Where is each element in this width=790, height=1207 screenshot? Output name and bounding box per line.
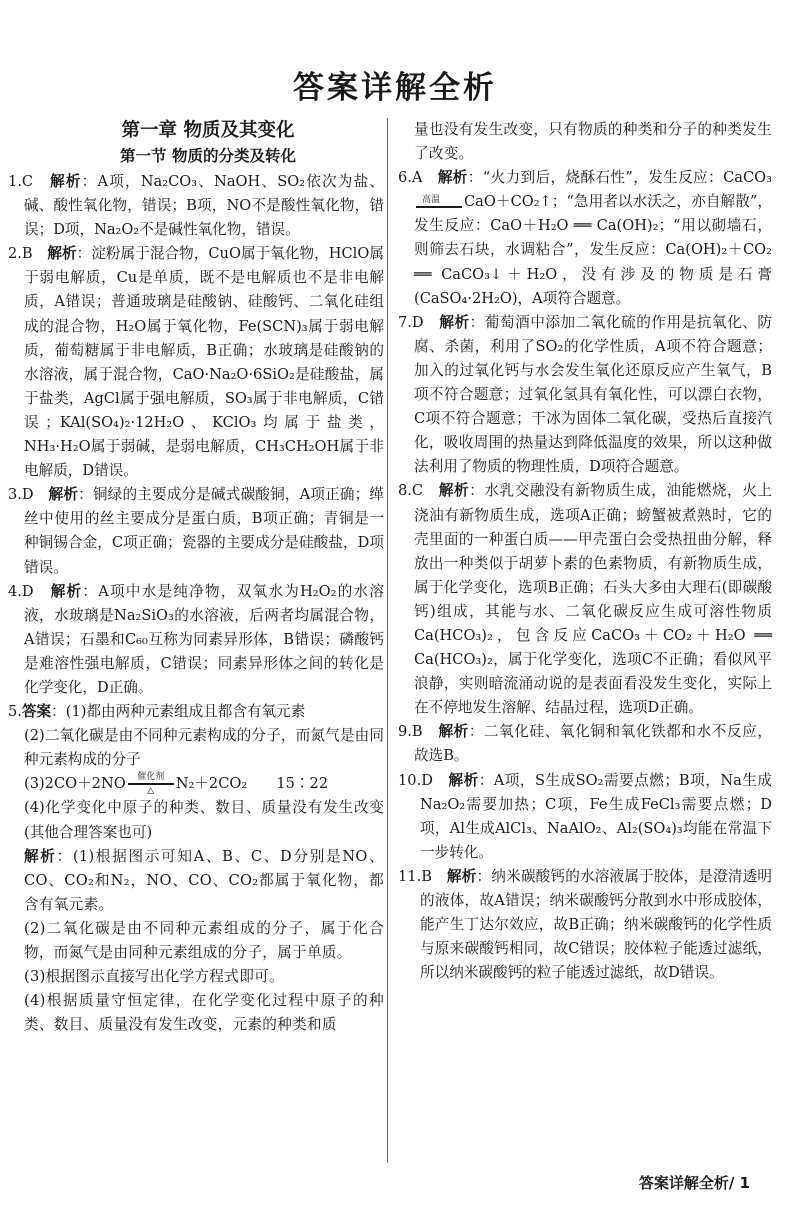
explain-part-1: 解析：(1)根据图示可知A、B、C、D分别是NO、CO、CO₂和N₂，NO、CO、CO₂都属于氧化物，都含有氧元素。	[24, 847, 384, 913]
chapter-heading: 第一章 物质及其变化	[121, 120, 295, 141]
answer-text: 水乳交融没有新物质生成，油能燃烧，火上浇油有新物质生成，选项A正确；螃蟹被煮熟时，它的壳里面的一种蛋白质——甲壳蛋白会受热扭曲分解，释放出一种类似于胡萝卜素的色素物质，有新物质生成，属于化学变化，选项B正确；石头大多由大理石(即碳酸钙)组成，其能与水、二氧化碳反应生成可溶性物质Ca(HCO₃)₂，包含反应CaCO₃＋CO₂＋H₂O ══ Ca(HCO₃)₂，属于化学变化，选项C不正确；看似风平浪静，实则暗流涌动说的是表面看没发生变化，实际上在不停地发生溶解、结晶过程，选项D正确。	[414, 482, 772, 717]
answer-text: A项，S生成SO₂需要点燃；B项，Na生成Na₂O₂需要加热；C项，Fe生成FeCl₃需要点燃；D项，Al生成AlCl₃、NaAlO₂、Al₂(SO₄)₃均能在常温下一步转化。	[420, 771, 772, 861]
answer-part-2: (2)二氧化碳是由不同种元素构成的分子，而氮气是由同种元素构成的分子	[24, 727, 384, 769]
explain-tag: 解析	[446, 867, 477, 885]
answer-text: 铜绿的主要成分是碱式碳酸铜，A项正确；缂丝中使用的丝主要成分是蛋白质，B项正确；青铜是一种铜锡合金，C项正确；瓷器的主要成分是硅酸盐，D项错误。	[24, 486, 384, 576]
explain-part-2: (2)二氧化碳是由不同种元素组成的分子，属于化合物，而氮气是由同种元素组成的分子，属于单质。	[24, 919, 384, 961]
answer-label: 1.C	[8, 173, 34, 190]
equation-reactants: (3)2CO＋2NO	[24, 775, 126, 793]
answer-label: 2.B	[8, 245, 33, 263]
explain-part-3: (3)根据图示直接写出化学方程式即可。	[24, 968, 284, 986]
answer-text: 葡萄酒中添加二氧化硫的作用是抗氧化、防腐、杀菌，利用了SO₂的化学性质，A项不符合题意；加入的过氧化钙与水会发生氧化还原反应产生氧气，B项不符合题意；过氧化氢具有氧化性，可以漂白衣物，C项不符合题意；干冰为固体二氧化碳，受热后直接汽化，吸收周围的热量达到降低温度的效果，所以这种做法利用了物质的物理性质，D项符合题意。	[414, 313, 772, 476]
explain-tag: 解析	[48, 486, 79, 504]
reaction-condition	[416, 195, 462, 209]
explain-tag: 解析	[50, 582, 83, 600]
page-footer: 答案详解全析/ 1	[638, 1174, 750, 1192]
explain-part-4: (4)根据质量守恒定律，在化学变化过程中原子的种类、数目、质量没有发生改变，元素的种类和质	[24, 992, 384, 1034]
answer-item-5: 5.答案：(1)都由两种元素组成且都含有氧元素	[8, 703, 306, 721]
equation-products: N₂＋2CO₂	[175, 775, 248, 793]
heat-symbol: △	[147, 786, 155, 797]
answer-part-1: (1)都由两种元素组成且都含有氧元素	[65, 703, 306, 721]
equals-bar	[416, 206, 462, 209]
answer-text-cont: ；“急用者以水沃之，亦自解散”，发生反应：CaO＋H₂O ══ Ca(OH)₂；“用以砌墙石，则筛去石块，水调粘合”，发生反应：Ca(OH)₂＋CO₂ ══ CaCO₃↓＋H₂O，没有涉及的物质是石膏(CaSO₄·2H₂O)，A项符合题意。	[414, 193, 772, 307]
answer-label: 11.B	[398, 867, 432, 885]
explain-text: (1)根据图示可知A、B、C、D分别是NO、CO、CO₂和N₂，NO、CO、CO₂都属于氧化物，都含有氧元素。	[24, 847, 384, 913]
explain-continuation: 量也没有发生改变，只有物质的种类和分子的种类发生了改变。	[414, 121, 772, 163]
equation-reactant: CaCO₃	[723, 169, 772, 187]
answer-part-4: (4)化学变化中原子的种类、数目、质量没有发生改变(其他合理答案也可)	[24, 799, 384, 841]
answer-label: 6.A	[398, 169, 423, 187]
answer-item-2: 2.B 解析：淀粉属于混合物，CuO属于氧化物，HClO属于弱电解质，Cu是单质，既不是电解质也不是非电解质，A错误；普通玻璃是硅酸钠、硅酸钙、二氧化硅组成的混合物，H₂O属于氧化物，Fe(SCN)₃属于弱电解质，葡萄糖属于非电解质，B正确；水玻璃是硅酸钠的水溶液，属于混合物，CaO·Na₂O·6SiO₂是硅酸盐，属于盐类，AgCl属于强电解质，SO₃属于非电解质，C错误；KAl(SO₄)₂·12H₂O、KClO₃均属于盐类，NH₃·H₂O属于弱碱，是弱电解质，CH₃CH₂OH属于非电解质，D错误。	[8, 245, 384, 480]
answer-label: 5.	[8, 703, 22, 721]
answer-text: 纳米碳酸钙的水溶液属于胶体，是澄清透明的液体，故A错误；纳米碳酸钙分散到水中形成胶体，能产生丁达尔效应，故B正确；纳米碳酸钙的化学性质与原来碳酸钙相同，故C错误；胶体粒子能透过滤纸，所以纳米碳酸钙的粒子能透过滤纸，故D错误。	[420, 867, 772, 982]
answer-item-11: 11.B 解析：纳米碳酸钙的水溶液属于胶体，是澄清透明的液体，故A错误；纳米碳酸钙分散到水中形成胶体，能产生丁达尔效应，故B正确；纳米碳酸钙的化学性质与原来碳酸钙相同，故C错误；胶体粒子能透过滤纸，所以纳米碳酸钙的粒子能透过滤纸，故D错误。	[398, 867, 772, 982]
explain-tag: 解析	[438, 723, 469, 741]
answer-part-3	[8, 772, 384, 796]
section-heading: 第一节 物质的分类及转化	[120, 147, 296, 165]
right-column	[398, 118, 772, 985]
explain-tag: 解析	[24, 847, 57, 865]
explain-tag: 解析	[437, 169, 468, 187]
answer-item-1: 1.C 解析：A项，Na₂CO₃、NaOH、SO₂依次为盐、碱、酸性氧化物，错误；B项，NO不是酸性氧化物，错误；D项，Na₂O₂不是碱性氧化物，错误。	[8, 173, 384, 239]
answer-item-8: 8.C 解析：水乳交融没有新物质生成，油能燃烧，火上浇油有新物质生成，选项A正确；螃蟹被煮熟时，它的壳里面的一种蛋白质——甲壳蛋白会受热扭曲分解，释放出一种类似于胡萝卜素的色素物质，有新物质生成，属于化学变化，选项B正确；石头大多由大理石(即碳酸钙)组成，其能与水、二氧化碳反应生成可溶性物质Ca(HCO₃)₂，包含反应CaCO₃＋CO₂＋H₂O ══ Ca(HCO₃)₂，属于化学变化，选项C不正确；看似风平浪静，实则暗流涌动说的是表面看没发生变化，实际上在不停地发生溶解、结晶过程，选项D正确。	[398, 482, 772, 717]
answer-label: 3.D	[8, 486, 34, 504]
page-title: 答案详解全析	[293, 70, 497, 106]
answer-text: 二氧化硅、氧化铜和氧化铁都和水不反应，故选B。	[414, 723, 772, 765]
explain-tag: 解析	[50, 173, 82, 190]
left-column	[8, 118, 384, 1037]
answer-item-7: 7.D 解析：葡萄酒中添加二氧化硫的作用是抗氧化、防腐、杀菌，利用了SO₂的化学性质，A项不符合题意；加入的过氧化钙与水会发生氧化还原反应产生氧气，B项不符合题意；过氧化氢具有氧化性，可以漂白衣物，C项不符合题意；干冰为固体二氧化碳，受热后直接汽化，吸收周围的热量达到降低温度的效果，所以这种做法利用了物质的物理性质，D项符合题意。	[398, 313, 772, 476]
answer-text: A项中水是纯净物，双氧水为H₂O₂的水溶液，水玻璃是Na₂SiO₃的水溶液，后两者均属混合物，A错误；石墨和C₆₀互称为同素异形体，B错误；磷酸钙是难溶性强电解质，C错误；同素异形体之间的转化是化学变化，D正确。	[24, 582, 384, 696]
explain-tag: 解析	[438, 482, 470, 500]
answer-item-3: 3.D 解析：铜绿的主要成分是碱式碳酸铜，A项正确；缂丝中使用的丝主要成分是蛋白质，B项正确；青铜是一种铜锡合金，C项正确；瓷器的主要成分是硅酸盐，D项错误。	[8, 486, 384, 576]
answer-label: 8.C	[398, 482, 424, 500]
answer-tag: 答案	[21, 703, 52, 721]
answer-label: 7.D	[398, 313, 424, 331]
explain-tag: 解析	[448, 771, 479, 789]
equation-products: CaO＋CO₂↑	[464, 193, 552, 211]
column-divider	[387, 118, 388, 1163]
catalyst-label: 催化剂	[137, 772, 165, 783]
answer-item-9: 9.B 解析：二氧化硅、氧化铜和氧化铁都和水不反应，故选B。	[398, 723, 772, 765]
answer-item-4: 4.D 解析：A项中水是纯净物，双氧水为H₂O₂的水溶液，水玻璃是Na₂SiO₃的水溶液，后两者均属混合物，A错误；石墨和C₆₀互称为同素异形体，B错误；磷酸钙是难溶性强电解质，C错误；同素异形体之间的转化是化学变化，D正确。	[8, 582, 384, 696]
answer-label: 10.D	[398, 771, 433, 789]
explain-tag: 解析	[47, 245, 77, 263]
high-temp-label: 高温	[421, 195, 440, 206]
answer-item-10: 10.D 解析：A项，S生成SO₂需要点燃；B项，Na生成Na₂O₂需要加热；C项，Fe生成FeCl₃需要点燃；D项，Al生成AlCl₃、NaAlO₂、Al₂(SO₄)₃均能在常温下一步转化。	[398, 771, 772, 861]
answer-text: A项，Na₂CO₃、NaOH、SO₂依次为盐、碱、酸性氧化物，错误；B项，NO不是酸性氧化物，错误；D项，Na₂O₂不是碱性氧化物，错误。	[24, 173, 384, 239]
reaction-condition	[128, 772, 174, 796]
mass-ratio: 15∶22	[276, 775, 329, 793]
answer-item-6: 6.A 解析：“火力到后，烧酥石性”，发生反应：CaCO₃ 高温 CaO＋CO₂↑；“急用者以水沃之，亦自解散”，发生反应：CaO＋H₂O ══ Ca(OH)₂；“用以砌墙石，则筛去石块，水调粘合”，发生反应：Ca(OH)₂＋CO₂ ══ CaCO₃↓＋H₂O，没有涉及的物质是石膏(CaSO₄·2H₂O)，A项符合题意。	[398, 169, 772, 307]
answer-label: 4.D	[8, 582, 34, 600]
answer-label: 9.B	[398, 723, 423, 741]
explain-tag: 解析	[439, 313, 470, 331]
answer-text: “火力到后，烧酥石性”，发生反应：	[482, 169, 724, 187]
answer-text: 淀粉属于混合物，CuO属于氧化物，HClO属于弱电解质，Cu是单质，既不是电解质也不是非电解质，A错误；普通玻璃是硅酸钠、硅酸钙、二氧化硅组成的混合物，H₂O属于氧化物，Fe(SCN)₃属于弱电解质，葡萄糖属于非电解质，B正确；水玻璃是硅酸钠的水溶液，属于混合物，CaO·Na₂O·6SiO₂是硅酸盐，属于盐类，AgCl属于强电解质，SO₃属于非电解质，C错误；KAl(SO₄)₂·12H₂O、KClO₃均属于盐类，NH₃·H₂O属于弱碱，是弱电解质，CH₃CH₂OH属于非电解质，D错误。	[24, 245, 384, 480]
